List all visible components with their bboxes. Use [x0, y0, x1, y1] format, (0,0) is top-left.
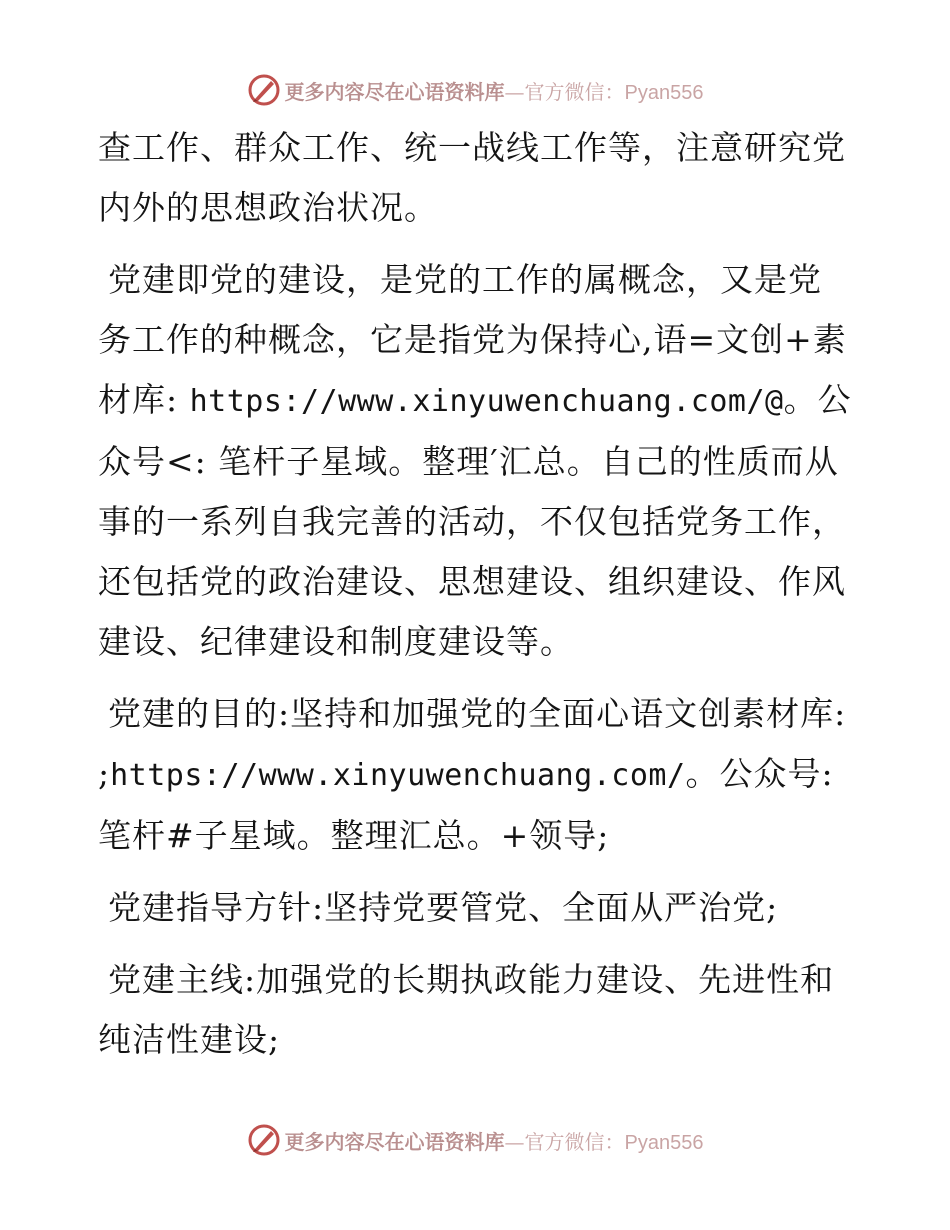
- banner-wechat-id: Pyan556: [624, 81, 704, 104]
- banner-main-text: 更多内容尽在心语资料库: [284, 1129, 505, 1154]
- paragraph-2-url: https://www.xinyuwenchuang.com/@: [189, 384, 784, 419]
- footer-banner-text: [285, 1126, 704, 1155]
- footer-banner: [0, 1120, 950, 1160]
- paragraph-4: [98, 878, 854, 938]
- paragraph-1: [98, 118, 854, 238]
- paragraph-5: [98, 950, 854, 1070]
- paragraph-2-text-a: 党建即党的建设，是党的工作的属概念，又是党务工作的种概念，它是指党为保持心,语=文创+素材库:: [98, 260, 847, 419]
- paragraph-3-url: https://www.xinyuwenchuang.com/: [110, 758, 686, 793]
- paragraph-5-text: 党建主线:加强党的长期执政能力建设、先进性和纯洁性建设;: [98, 960, 835, 1059]
- banner-main-text: 更多内容尽在心语资料库: [284, 79, 505, 104]
- banner-wechat-id: Pyan556: [624, 1131, 704, 1154]
- quill-logo-icon: [247, 1123, 281, 1157]
- paragraph-2: [98, 250, 854, 672]
- banner-dash: —: [504, 79, 525, 104]
- header-banner-text: [285, 76, 704, 105]
- paragraph-1-text: 查工作、群众工作、统一战线工作等，注意研究党内外的思想政治状况。: [98, 128, 846, 227]
- quill-logo-icon: [247, 73, 281, 107]
- paragraph-4-text: 党建指导方针:坚持党要管党、全面从严治党;: [108, 888, 779, 927]
- paragraph-3-text-b: 。公众号: 笔杆#子星域。整理汇总。+领导;: [98, 754, 834, 855]
- header-banner: [0, 70, 950, 110]
- paragraph-3: [98, 684, 854, 866]
- banner-official-label: 官方微信：: [524, 1129, 625, 1154]
- banner-dash: —: [504, 1129, 525, 1154]
- paragraph-2-text-b: 。公众号<: 笔杆子星域。整理′汇总。自己的性质而从事的一系列自我完善的活动，不仅包括党务工作，还包括党的政治建设、思想建设、组织建设、作风建设、纪律建设和制度建设等。: [98, 380, 852, 661]
- paragraph-3-text-a: 党建的目的:坚持和加强党的全面心语文创素材库: ;: [98, 694, 847, 793]
- document-body: [98, 118, 854, 1082]
- banner-official-label: 官方微信：: [524, 79, 625, 104]
